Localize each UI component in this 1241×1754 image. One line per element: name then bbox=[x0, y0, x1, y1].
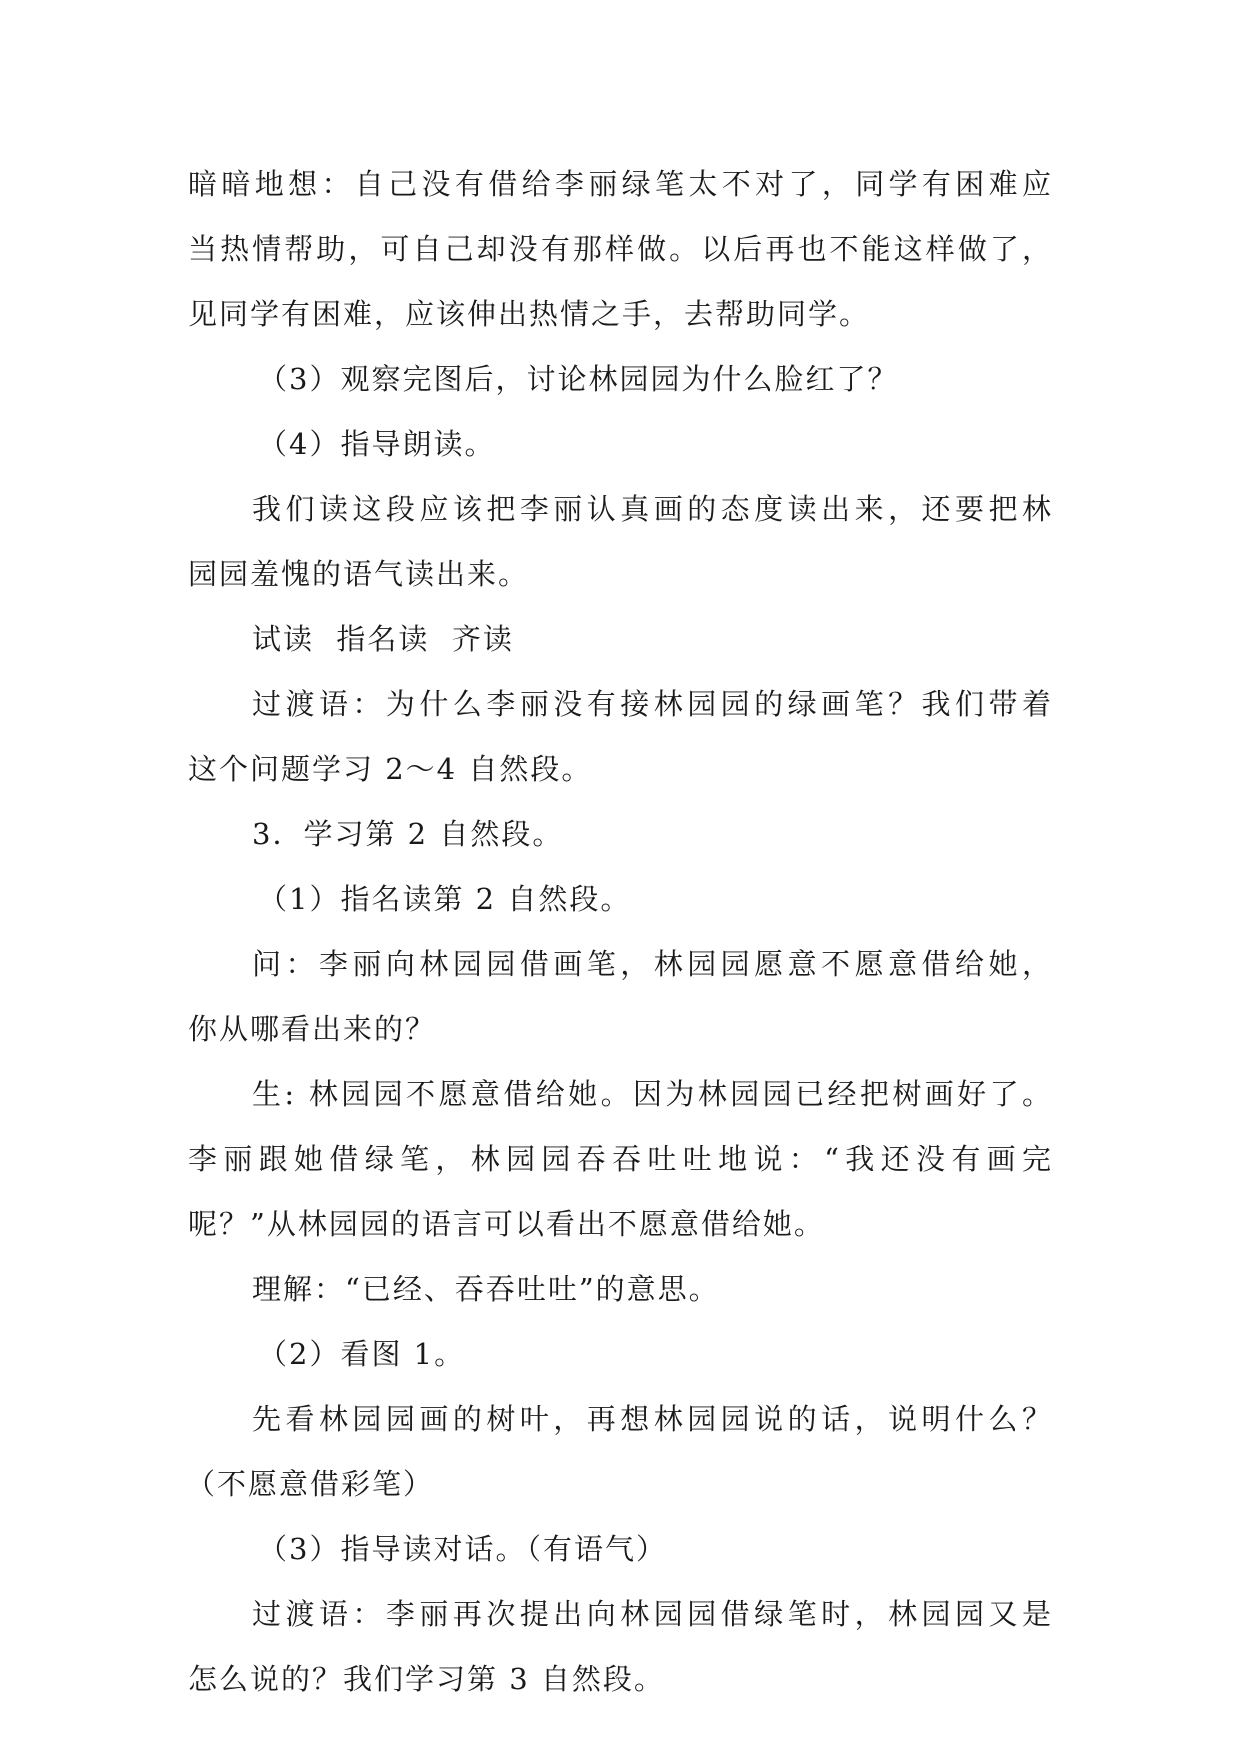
text-line: 过渡语：为什么李丽没有接林园园的绿画笔？我们带着 bbox=[252, 687, 1053, 721]
text-line: 过渡语：李丽再次提出向林园园借绿笔时，林园园又是 bbox=[252, 1597, 1053, 1631]
text-line: （3）指导读对话。（有语气） bbox=[258, 1532, 667, 1566]
text-line: 见同学有困难，应该伸出热情之手，去帮助同学。 bbox=[188, 297, 871, 331]
text-line: 这个问题学习 2～4 自然段。 bbox=[188, 752, 593, 786]
text-line: （4）指导朗读。 bbox=[258, 427, 496, 461]
text-line: 生: 林园园不愿意借给她。因为林园园已经把树画好了。 bbox=[252, 1077, 1053, 1111]
text-line: 李丽跟她借绿笔，林园园吞吞吐吐地说：“我还没有画完 bbox=[188, 1142, 1053, 1176]
text-line: （不愿意借彩笔） bbox=[186, 1467, 435, 1501]
text-line: 3．学习第 2 自然段。 bbox=[252, 817, 564, 851]
text-line: （3）观察完图后，讨论林园园为什么脸红了？ bbox=[258, 362, 899, 396]
text-line: 理解：“已经、吞吞吐吐”的意思。 bbox=[252, 1272, 720, 1306]
text-line: 你从哪看出来的？ bbox=[188, 1012, 437, 1046]
text-line: 暗暗地想：自己没有借给李丽绿笔太不对了，同学有困难应 bbox=[188, 167, 1053, 201]
text-line: 当热情帮助，可自己却没有那样做。以后再也不能这样做了， bbox=[188, 232, 1053, 266]
text-line: 试读 指名读 齐读 bbox=[252, 622, 514, 656]
text-line: 呢？”从林园园的语言可以看出不愿意借给她。 bbox=[188, 1207, 825, 1241]
text-line: 我们读这段应该把李丽认真画的态度读出来，还要把林 bbox=[252, 492, 1053, 526]
text-line: 先看林园园画的树叶，再想林园园说的话，说明什么？ bbox=[252, 1402, 1053, 1436]
text-line: 问：李丽向林园园借画笔，林园园愿意不愿意借给她， bbox=[252, 947, 1053, 981]
text-line: （1）指名读第 2 自然段。 bbox=[258, 882, 632, 916]
text-line: （2）看图 1。 bbox=[258, 1337, 466, 1371]
text-line: 怎么说的？我们学习第 3 自然段。 bbox=[188, 1662, 665, 1696]
text-line: 园园羞愧的语气读出来。 bbox=[188, 557, 530, 591]
